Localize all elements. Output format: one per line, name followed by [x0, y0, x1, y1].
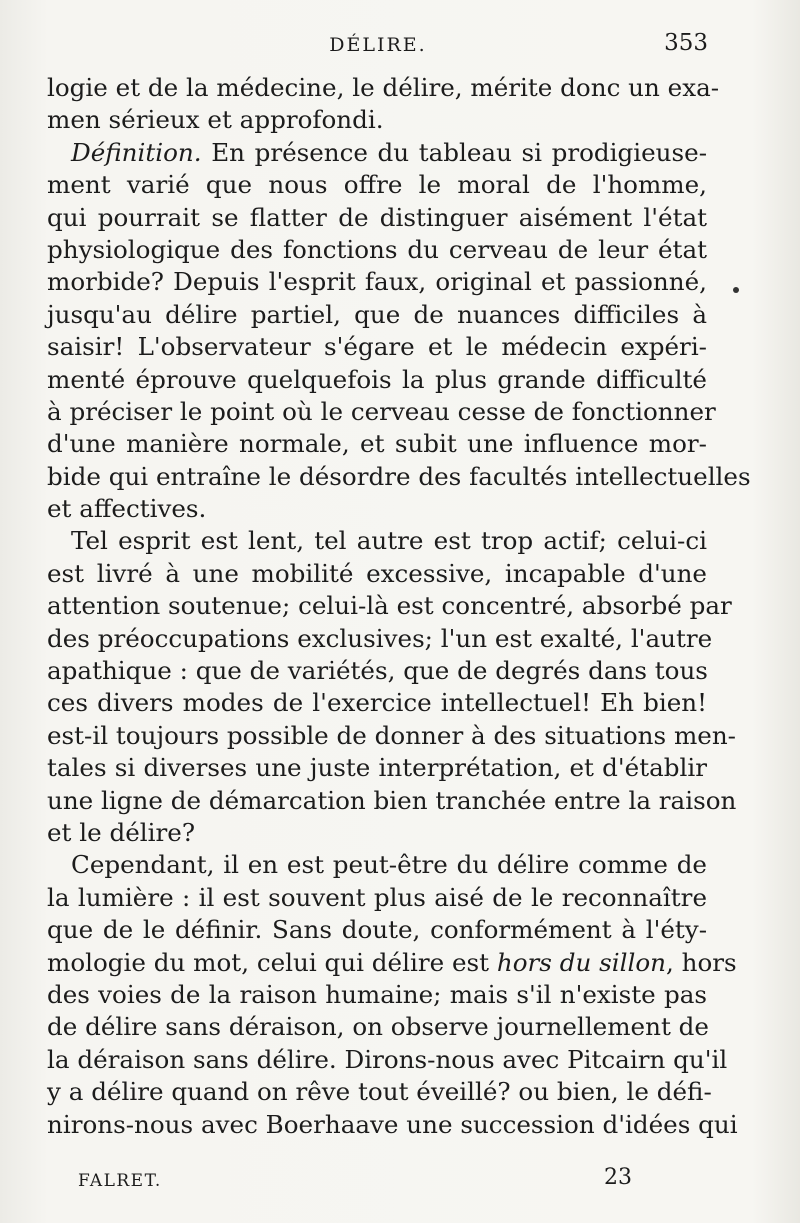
text-line [47, 817, 707, 849]
text-line [47, 104, 707, 136]
line-2-4: apathique : que de variétés, que de degrés dans tous [47, 656, 708, 686]
line-3-8: nirons-nous avec Boerhaave une succession d'idées qui [47, 1109, 738, 1139]
line-3-4: des voies de la raison humaine; mais s'il n'existe pas [47, 979, 707, 1009]
line-1-8: à préciser le point où le cerveau cesse de fonctionner [47, 396, 716, 426]
text-line [47, 979, 707, 1011]
line-2-2: attention soutenue; celui-là est concentré, absorbé par [47, 591, 732, 621]
line-2-5: ces divers modes de l'exercice intellectuel! Eh bien! [47, 688, 707, 718]
text-line [47, 234, 707, 266]
line-2-7: tales si diverses une juste interprétation, et d'établir [47, 753, 707, 783]
text-line [47, 623, 713, 655]
line-1-6: saisir! L'observateur s'égare et le médecin expéri- [47, 332, 707, 362]
line-2-0: Tel esprit est lent, tel autre est trop actif; celui-ci [71, 526, 707, 556]
text-line [47, 72, 720, 104]
text-line [47, 428, 707, 460]
line-1-3: physiologique des fonctions du cerveau de leur état [47, 234, 707, 264]
text-line [47, 947, 737, 979]
line-3-6: la déraison sans délire. Dirons-nous avec Pitcairn qu'il [47, 1044, 728, 1074]
text-line [47, 590, 732, 622]
line-3-7: y a délire quand on rêve tout éveillé? ou bien, le défi- [47, 1077, 712, 1107]
line-3-2: que de le définir. Sans doute, conformément à l'éty- [47, 915, 707, 945]
line-2-3: des préoccupations exclusives; l'un est exalté, l'autre [47, 623, 713, 653]
line-1-1: ment varié que nous offre le moral de l'homme, [47, 170, 707, 200]
line-2-9: et le délire? [47, 817, 196, 847]
signature-mark: FALRET. [78, 1171, 162, 1191]
text-line [47, 1044, 728, 1076]
running-head: DÉLIRE. [329, 34, 427, 56]
text-line [47, 752, 707, 784]
page-footer [78, 1165, 658, 1193]
text-line [47, 882, 707, 914]
line-1-4: morbide? Depuis l'esprit faux, original et passionné, [47, 267, 707, 297]
text-line [47, 1076, 712, 1108]
text-line [47, 687, 707, 719]
line-2-6: est-il toujours possible de donner à des situations men- [47, 720, 736, 750]
text-line [47, 1011, 707, 1043]
text-line [47, 202, 707, 234]
line-2-1: est livré à une mobilité excessive, incapable d'une [47, 558, 707, 588]
line-3-1: la lumière : il est souvent plus aisé de le reconnaître [47, 882, 707, 912]
signature-number: 23 [604, 1165, 632, 1190]
line-0-1: men sérieux et approfondi. [47, 105, 384, 135]
page-number: 353 [664, 30, 708, 56]
text-line [47, 364, 707, 396]
line-1-0: Définition. En présence du tableau si prodigieuse- [71, 137, 707, 167]
line-1-10: bide qui entraîne le désordre des facultés intellectuelles [47, 461, 751, 491]
page-header [48, 30, 708, 64]
text-line [47, 655, 707, 687]
line-2-8: une ligne de démarcation bien tranchée entre la raison [47, 785, 737, 815]
line-3-3: mologie du mot, celui qui délire est hors du sillon, hors [47, 947, 737, 977]
text-line [47, 914, 707, 946]
text-line [47, 169, 707, 201]
text-line [47, 849, 707, 881]
line-3-5: de délire sans déraison, on observe journellement de [47, 1012, 709, 1042]
text-line [47, 558, 707, 590]
text-line [47, 525, 707, 557]
body-text [47, 72, 751, 1141]
text-line [47, 461, 751, 493]
text-line [47, 1109, 738, 1141]
text-line [47, 266, 707, 298]
text-line [47, 785, 737, 817]
line-3-0: Cependant, il en est peut-être du délire comme de [71, 850, 707, 880]
line-1-9: d'une manière normale, et subit une influence mor- [47, 429, 707, 459]
line-1-5: jusqu'au délire partiel, que de nuances difficiles à [47, 299, 707, 329]
line-0-0: logie et de la médecine, le délire, mérite donc un exa- [47, 73, 720, 102]
line-1-2: qui pourrait se flatter de distinguer aisément l'état [47, 202, 707, 232]
text-line [47, 137, 707, 169]
margin-mark [733, 287, 739, 293]
text-line [47, 331, 707, 363]
line-1-11: et affectives. [47, 494, 207, 524]
text-line [47, 720, 736, 752]
text-line [47, 396, 716, 428]
text-line [47, 493, 707, 525]
text-line [47, 299, 707, 331]
line-1-7: menté éprouve quelquefois la plus grande difficulté [47, 364, 707, 394]
